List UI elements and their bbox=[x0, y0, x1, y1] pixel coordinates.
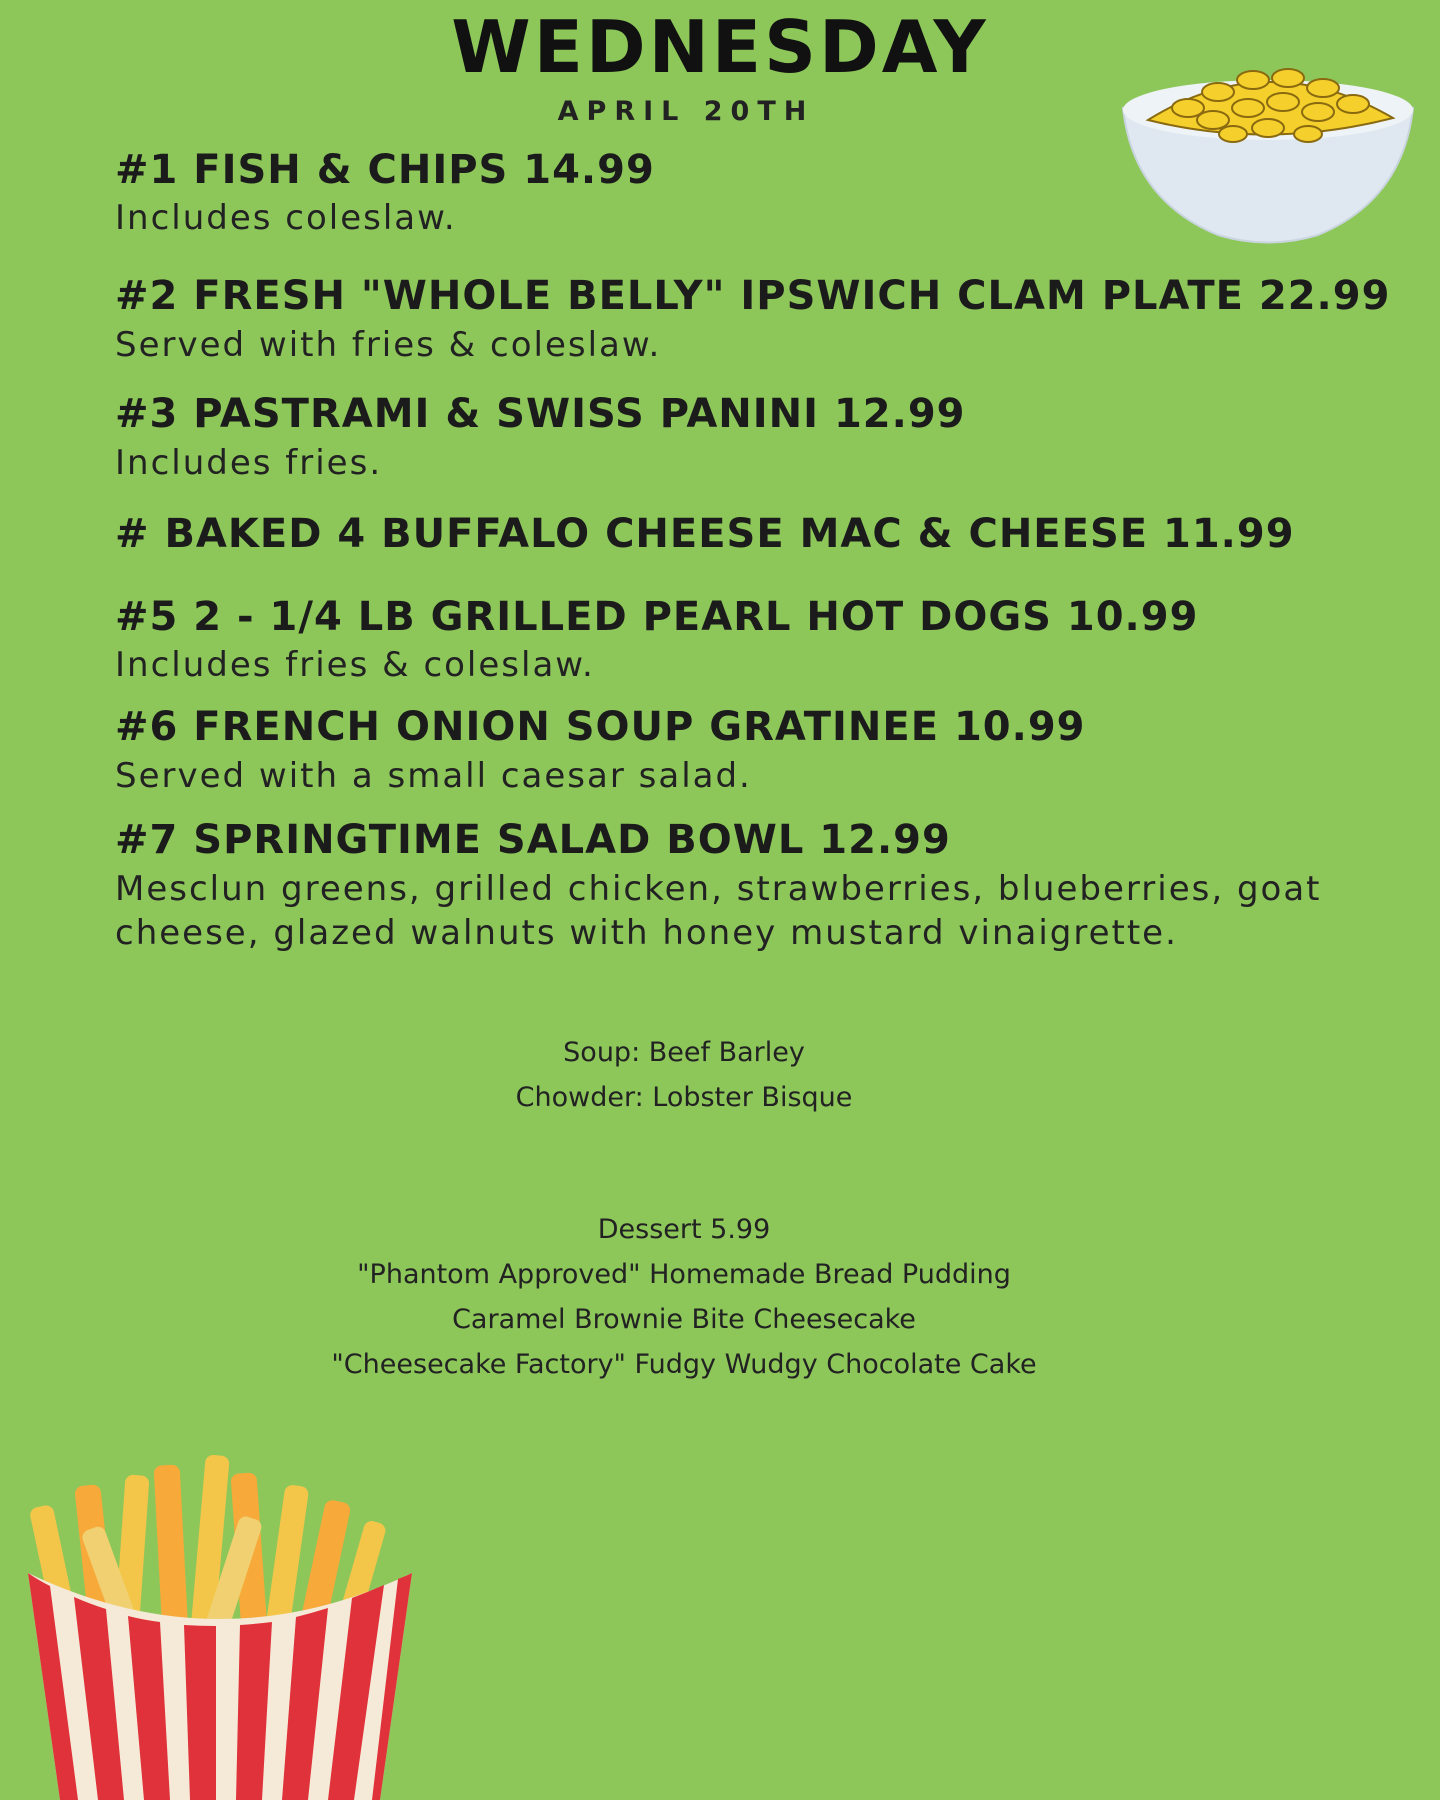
menu-item-2-description: Served with fries & coleslaw. bbox=[115, 325, 662, 365]
menu-item-6-description: Served with a small caesar salad. bbox=[115, 756, 752, 796]
dessert-item-2: Caramel Brownie Bite Cheesecake bbox=[452, 1304, 916, 1335]
menu-item-1-name: #1 FISH & CHIPS 14.99 bbox=[115, 147, 655, 193]
chowder-line: Chowder: Lobster Bisque bbox=[515, 1082, 853, 1113]
menu-item-2-name: #2 FRESH "WHOLE BELLY" IPSWICH CLAM PLATE 22.99 bbox=[115, 273, 1391, 319]
menu-item-5-description: Includes fries & coleslaw. bbox=[115, 645, 595, 685]
day-title: WEDNESDAY bbox=[451, 5, 989, 89]
menu-item-3-name: #3 PASTRAMI & SWISS PANINI 12.99 bbox=[115, 391, 966, 437]
menu-item-7-description-line-2: cheese, glazed walnuts with honey mustard vinaigrette. bbox=[115, 913, 1178, 953]
french-fries-icon bbox=[20, 1455, 420, 1800]
date-subtitle: APRIL 20TH bbox=[557, 96, 815, 127]
soup-line: Soup: Beef Barley bbox=[563, 1037, 805, 1068]
menu-item-3-description: Includes fries. bbox=[115, 443, 383, 483]
menu-item-5-name: #5 2 - 1/4 LB GRILLED PEARL HOT DOGS 10.99 bbox=[115, 594, 1199, 640]
menu-item-7-name: #7 SPRINGTIME SALAD BOWL 12.99 bbox=[115, 817, 951, 863]
menu-item-1-description: Includes coleslaw. bbox=[115, 198, 457, 238]
menu-item-6-name: #6 FRENCH ONION SOUP GRATINEE 10.99 bbox=[115, 704, 1086, 750]
dessert-item-1: "Phantom Approved" Homemade Bread Pudding bbox=[357, 1259, 1011, 1290]
menu-item-7-description-line-1: Mesclun greens, grilled chicken, strawberries, blueberries, goat bbox=[115, 869, 1322, 909]
menu-item-4-name: # BAKED 4 BUFFALO CHEESE MAC & CHEESE 11.99 bbox=[115, 511, 1295, 557]
dessert-heading: Dessert 5.99 bbox=[597, 1214, 771, 1245]
dessert-item-3: "Cheesecake Factory" Fudgy Wudgy Chocolate Cake bbox=[331, 1349, 1037, 1380]
mac-and-cheese-bowl-icon bbox=[1118, 40, 1418, 250]
